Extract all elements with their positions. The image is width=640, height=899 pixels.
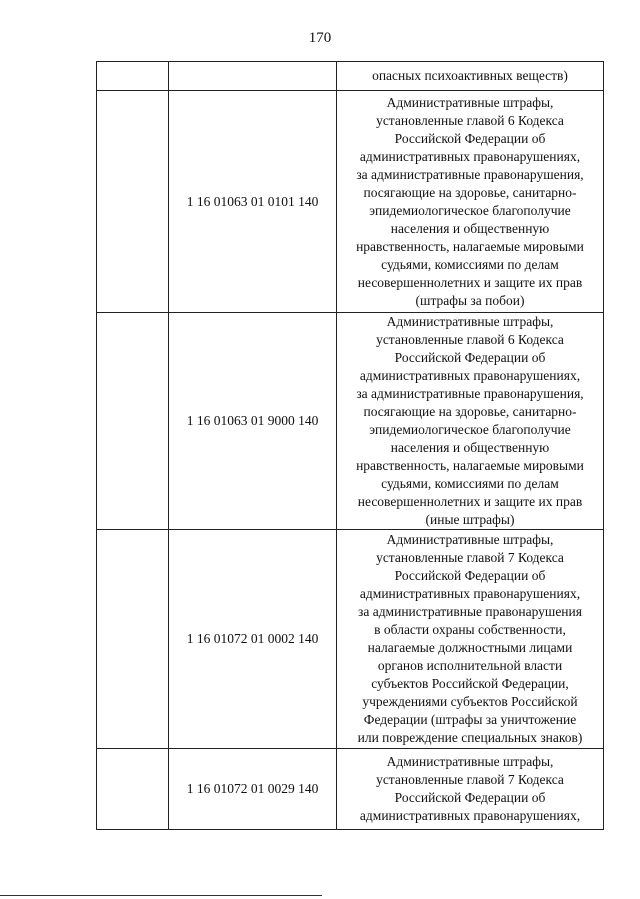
description-line: административных правонарушениях,: [359, 808, 581, 823]
description-line: (штрафы за побои): [415, 292, 525, 308]
code-cell: 1 16 01063 01 0101 140: [169, 91, 337, 313]
row-number-cell: [97, 530, 169, 749]
description-line: судьями, комиссиями по делам: [381, 256, 559, 272]
table-row: [97, 91, 604, 313]
table-row: [97, 749, 604, 830]
table-row: [97, 313, 604, 530]
description-cell: [337, 749, 604, 830]
description-line: эпидемиологическое благополучие: [369, 422, 571, 437]
description-line: органов исполнительной власти: [377, 658, 563, 673]
description-line: налагаемые должностными лицами: [367, 640, 573, 655]
description-line: Российской Федерации об: [394, 130, 546, 146]
code-cell: 1 16 01063 01 9000 140: [169, 313, 337, 530]
footer-divider: [0, 895, 322, 896]
row-number-cell: [97, 91, 169, 313]
table-row: [97, 62, 604, 91]
description-line: Российской Федерации об: [394, 350, 546, 365]
code-cell: [169, 62, 337, 91]
table-row: [97, 530, 604, 749]
budget-codes-table: [96, 61, 604, 830]
description-line: нравственность, налагаемые мировыми: [356, 458, 584, 473]
description-cell: [337, 313, 604, 530]
description-line: установленные главой 6 Кодекса: [376, 332, 564, 347]
description-line: Административные штрафы,: [386, 532, 554, 547]
description-line: опасных психоактивных веществ): [372, 68, 568, 83]
description-line: за административные правонарушения,: [356, 386, 584, 401]
description-line: населения и общественную: [390, 220, 550, 236]
description-line: (иные штрафы): [425, 512, 515, 527]
description-line: Административные штрафы,: [386, 314, 554, 329]
description-line: Федерации (штрафы за уничтожение: [363, 712, 577, 727]
description-line: установленные главой 7 Кодекса: [376, 550, 564, 565]
description-line: за административные правонарушения,: [356, 166, 584, 182]
description-line: или повреждение специальных знаков): [357, 730, 583, 745]
description-line: нравственность, налагаемые мировыми: [356, 238, 584, 254]
description-line: административных правонарушениях,: [359, 368, 581, 383]
description-cell: [337, 62, 604, 91]
description-line: несовершеннолетних и защите их прав: [357, 274, 583, 290]
row-number-cell: [97, 313, 169, 530]
code-cell: 1 16 01072 01 0029 140: [169, 749, 337, 830]
description-line: Российской Федерации об: [394, 790, 546, 805]
description-line: Российской Федерации об: [394, 568, 546, 583]
description-line: установленные главой 6 Кодекса: [376, 112, 564, 128]
description-line: субъектов Российской Федерации,: [371, 676, 569, 691]
description-line: Административные штрафы,: [386, 754, 554, 769]
description-line: административных правонарушениях,: [359, 586, 581, 601]
description-line: населения и общественную: [390, 440, 550, 455]
description-line: посягающие на здоровье, санитарно-: [363, 184, 577, 200]
description-cell: [337, 530, 604, 749]
description-line: в области охраны собственности,: [374, 622, 566, 637]
description-line: эпидемиологическое благополучие: [369, 202, 571, 218]
description-line: учреждениями субъектов Российской: [362, 694, 578, 709]
description-line: установленные главой 7 Кодекса: [376, 772, 564, 787]
row-number-cell: [97, 62, 169, 91]
page-number: 170: [308, 30, 332, 46]
description-line: судьями, комиссиями по делам: [381, 476, 559, 491]
description-cell: [337, 91, 604, 313]
description-line: Административные штрафы,: [386, 94, 554, 110]
description-line: посягающие на здоровье, санитарно-: [363, 404, 577, 419]
code-cell: 1 16 01072 01 0002 140: [169, 530, 337, 749]
row-number-cell: [97, 749, 169, 830]
description-line: административных правонарушениях,: [359, 148, 581, 164]
description-line: за административные правонарушения: [358, 604, 582, 619]
description-line: несовершеннолетних и защите их прав: [357, 494, 583, 509]
